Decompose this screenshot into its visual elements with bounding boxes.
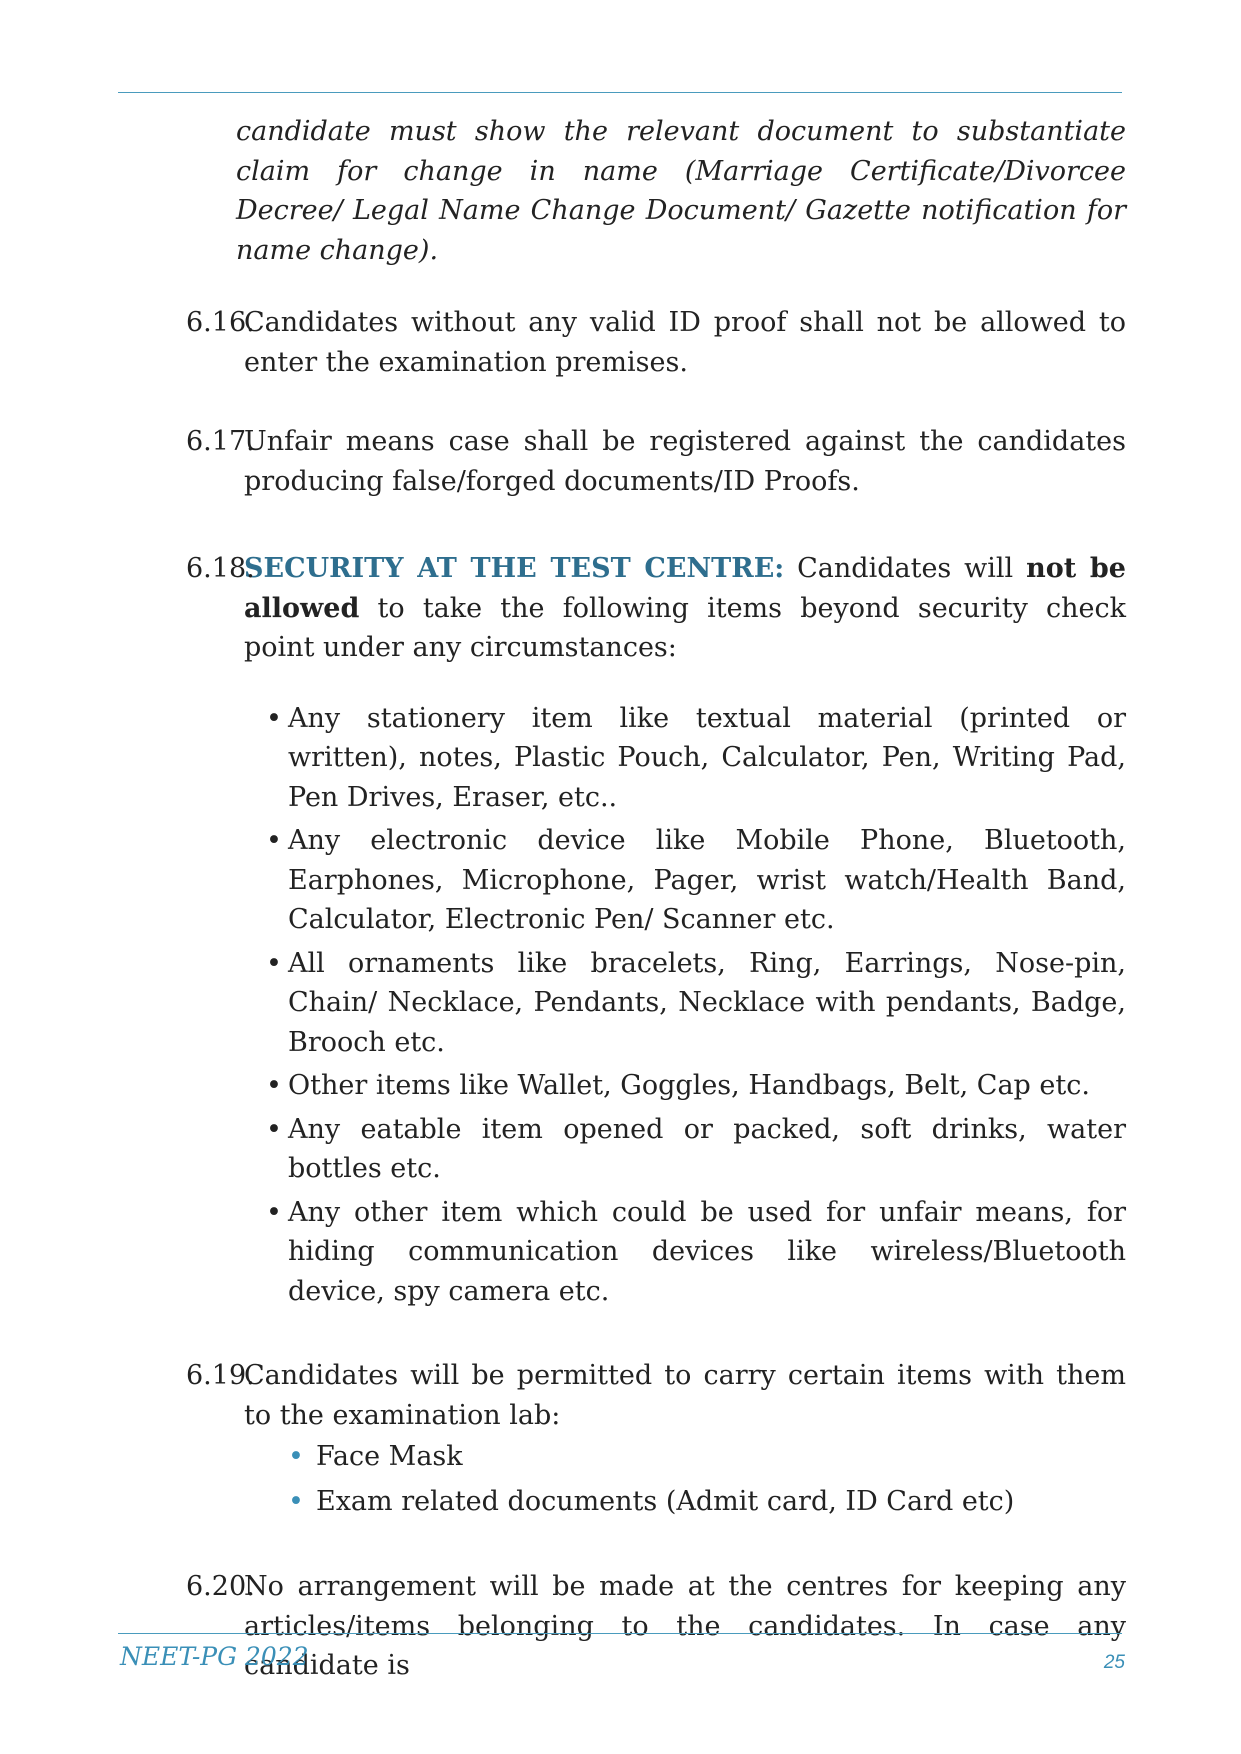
- section-text: Candidates without any valid ID proof shall not be allowed to enter the examination premises.: [244, 307, 1126, 378]
- section-text: No arrangement will be made at the centres for keeping any articles/items belonging to the candidates. In case any candidate is: [244, 1571, 1126, 1681]
- section-number: 6.19.: [186, 1360, 255, 1391]
- section-number: 6.16.: [186, 307, 255, 338]
- list-item: • Exam related documents (Admit card, ID Card etc): [266, 1482, 1126, 1522]
- footer-title: NEET-PG 2022: [120, 1642, 309, 1671]
- continued-paragraph: candidate must show the relevant document to substantiate claim for change in name (Marriage Certificate/Divorcee Decree/ Legal Name Change Document/ Gazette notification for name change).: [236, 116, 1126, 266]
- list-item: • Any electronic device like Mobile Phone, Bluetooth, Earphones, Microphone, Pager, wrist watch/Health Band, Calculator, Electronic Pen/ Scanner etc.: [266, 821, 1126, 940]
- section-number: 6.20.: [186, 1571, 255, 1602]
- section-text: Unfair means case shall be registered against the candidates producing false/forged documents/ID Proofs.: [244, 426, 1126, 497]
- section-text: Candidates will be permitted to carry certain items with them to the examination lab:: [244, 1360, 1126, 1431]
- section-6-20: [186, 1567, 1126, 1686]
- section-text-a: Candidates will: [784, 553, 1027, 584]
- section-text-b: to take the following items beyond security check point under any circumstances:: [244, 592, 1126, 663]
- section-number: 6.17.: [186, 426, 255, 457]
- list-item: • Face Mask: [266, 1437, 1126, 1477]
- header-rule: [118, 92, 1122, 93]
- section-6-18: [186, 549, 1126, 1311]
- list-item: • Other items like Wallet, Goggles, Handbags, Belt, Cap etc.: [266, 1066, 1126, 1106]
- list-item: • All ornaments like bracelets, Ring, Earrings, Nose-pin, Chain/ Necklace, Pendants, Necklace with pendants, Badge, Brooch etc.: [266, 944, 1126, 1063]
- list-item: • Any stationery item like textual material (printed or written), notes, Plastic Pouch, Calculator, Pen, Writing Pad, Pen Drives, Eraser, etc..: [266, 699, 1126, 818]
- section-6-19: [186, 1356, 1126, 1521]
- page-content: [186, 112, 1126, 1686]
- list-item: • Any other item which could be used for unfair means, for hiding communication devices like wireless/Bluetooth device, spy camera etc.: [266, 1193, 1126, 1312]
- list-item: • Any eatable item opened or packed, soft drinks, water bottles etc.: [266, 1110, 1126, 1189]
- section-6-16: [186, 303, 1126, 382]
- page-number: 25: [1103, 1652, 1125, 1673]
- section-bold-text: not be allowed: [244, 553, 1126, 624]
- section-6-17: [186, 422, 1126, 501]
- section-heading: SECURITY AT THE TEST CENTRE:: [244, 553, 785, 584]
- prohibited-items-list: [244, 699, 1126, 1312]
- section-number: 6.18.: [186, 553, 255, 584]
- permitted-items-list: [244, 1437, 1126, 1521]
- footer-rule: [118, 1633, 1122, 1634]
